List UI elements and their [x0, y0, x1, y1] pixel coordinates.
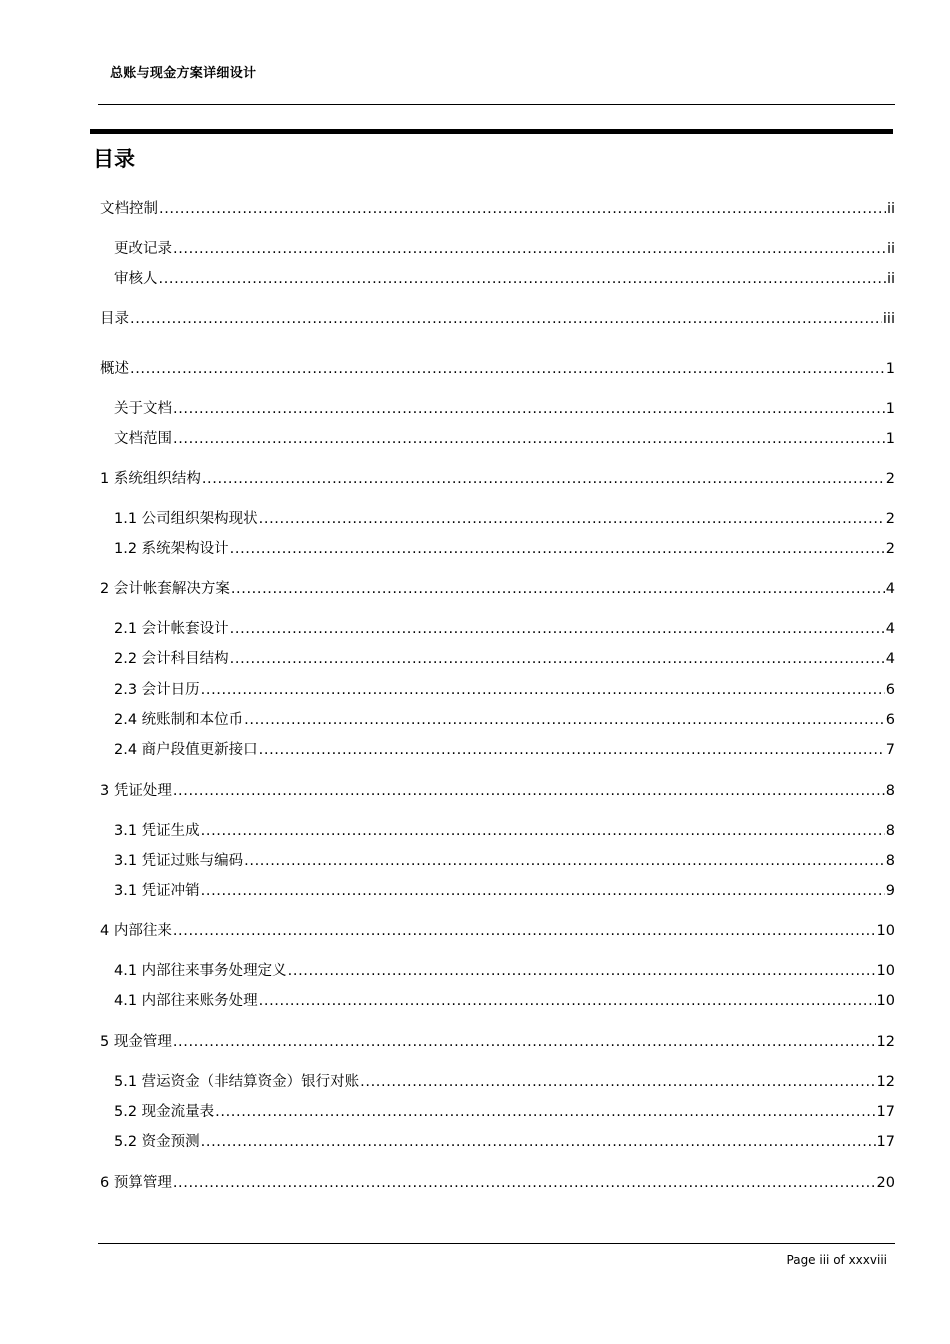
toc-entry[interactable]: [100, 1031, 895, 1053]
toc-entry[interactable]: [100, 920, 895, 942]
toc-entry[interactable]: [114, 709, 895, 731]
toc-entry[interactable]: [114, 990, 895, 1012]
toc-entry[interactable]: [114, 538, 895, 560]
toc-entry[interactable]: [114, 739, 895, 761]
toc-entry-label: 1.2 系统架构设计: [114, 541, 229, 557]
toc-entry[interactable]: [100, 578, 895, 600]
toc-entry-label: 1.1 公司组织架构现状: [114, 511, 258, 527]
toc-entry[interactable]: [100, 780, 895, 802]
toc-entry-page: iii: [882, 311, 895, 327]
toc-dot-leader: [173, 428, 885, 450]
toc-entry-label: 6 预算管理: [100, 1175, 172, 1191]
toc-dot-leader: [173, 780, 885, 802]
toc-entry-page: 4: [885, 651, 895, 667]
toc-dot-leader: [159, 268, 886, 290]
running-header-title: 总账与现金方案详细设计: [110, 66, 257, 81]
toc-entry-label: 更改记录: [114, 241, 172, 257]
toc-dot-leader: [173, 920, 876, 942]
toc-entry-label: 2.3 会计日历: [114, 682, 200, 698]
toc-entry[interactable]: [100, 198, 895, 220]
toc-dot-leader: [244, 850, 885, 872]
toc-entry[interactable]: [114, 428, 895, 450]
toc-entry-page: 1: [885, 431, 895, 447]
toc-entry-label: 审核人: [114, 271, 158, 287]
toc-entry[interactable]: [114, 880, 895, 902]
toc-entry[interactable]: [114, 820, 895, 842]
toc-entry-label: 1 系统组织结构: [100, 471, 201, 487]
toc-entry-page: 17: [876, 1134, 895, 1150]
toc-dot-leader: [173, 1172, 876, 1194]
toc-dot-leader: [230, 618, 885, 640]
toc-entry-page: ii: [886, 241, 895, 257]
toc-entry-label: 5 现金管理: [100, 1034, 172, 1050]
header-divider: [98, 104, 895, 105]
footer-divider: [98, 1243, 895, 1244]
page-title: 目录: [93, 147, 135, 171]
toc-entry[interactable]: [114, 238, 895, 260]
toc-entry[interactable]: [100, 468, 895, 490]
toc-dot-leader: [173, 238, 886, 260]
toc-entry-page: 8: [885, 783, 895, 799]
toc-entry[interactable]: [114, 398, 895, 420]
toc-entry-page: 4: [885, 621, 895, 637]
toc-entry-page: 8: [885, 823, 895, 839]
toc-entry-page: 8: [885, 853, 895, 869]
toc-entry-page: 12: [876, 1034, 895, 1050]
toc-entry[interactable]: [100, 308, 895, 330]
toc-entry-label: 4 内部往来: [100, 923, 172, 939]
toc-dot-leader: [202, 468, 885, 490]
toc-dot-leader: [201, 679, 885, 701]
toc-entry[interactable]: [114, 960, 895, 982]
toc-entry-page: 1: [885, 361, 895, 377]
toc-dot-leader: [244, 709, 885, 731]
toc-entry[interactable]: [100, 358, 895, 380]
toc-entry-label: 3.1 凭证生成: [114, 823, 200, 839]
toc-dot-leader: [201, 820, 885, 842]
toc-entry-page: 6: [885, 712, 895, 728]
toc-dot-leader: [130, 358, 885, 380]
toc-dot-leader: [159, 198, 886, 220]
toc-entry-label: 2.2 会计科目结构: [114, 651, 229, 667]
toc-dot-leader: [201, 880, 885, 902]
toc-entry-label: 3.1 凭证冲销: [114, 883, 200, 899]
toc-entry-page: 20: [876, 1175, 895, 1191]
toc-entry[interactable]: [114, 618, 895, 640]
toc-entry-page: 10: [876, 993, 895, 1009]
toc-entry-label: 目录: [100, 311, 129, 327]
toc-entry-label: 5.1 营运资金（非结算资金）银行对账: [114, 1074, 360, 1090]
toc-dot-leader: [215, 1101, 875, 1123]
toc-entry-label: 5.2 现金流量表: [114, 1104, 215, 1120]
toc-entry-label: 3 凭证处理: [100, 783, 172, 799]
toc-entry[interactable]: [114, 1101, 895, 1123]
toc-entry-page: 2: [885, 511, 895, 527]
toc-dot-leader: [259, 990, 876, 1012]
toc-entry-label: 4.1 内部往来账务处理: [114, 993, 258, 1009]
toc-dot-leader: [201, 1131, 876, 1153]
toc-entry[interactable]: [114, 648, 895, 670]
heading-bar: [90, 129, 893, 134]
toc-entry-label: 5.2 资金预测: [114, 1134, 200, 1150]
toc-entry-label: 文档范围: [114, 431, 172, 447]
toc-dot-leader: [360, 1071, 875, 1093]
toc-entry-page: 1: [885, 401, 895, 417]
toc-entry-page: 2: [885, 541, 895, 557]
toc-entry[interactable]: [114, 1131, 895, 1153]
toc-entry-page: 10: [876, 963, 895, 979]
toc-entry-label: 2.4 商户段值更新接口: [114, 742, 258, 758]
toc-entry-page: 7: [885, 742, 895, 758]
toc-entry-label: 关于文档: [114, 401, 172, 417]
toc-entry[interactable]: [114, 508, 895, 530]
toc-dot-leader: [288, 960, 876, 982]
toc-dot-leader: [259, 739, 885, 761]
toc-entry[interactable]: [114, 679, 895, 701]
toc-entry-page: ii: [886, 271, 895, 287]
toc-entry-label: 2.1 会计帐套设计: [114, 621, 229, 637]
toc-entry[interactable]: [114, 268, 895, 290]
toc-entry[interactable]: [114, 1071, 895, 1093]
toc-dot-leader: [230, 538, 885, 560]
toc-dot-leader: [173, 1031, 876, 1053]
toc-dot-leader: [130, 308, 882, 330]
toc-entry[interactable]: [100, 1172, 895, 1194]
toc-entry-page: 2: [885, 471, 895, 487]
toc-entry-page: 9: [885, 883, 895, 899]
toc-entry-page: 4: [885, 581, 895, 597]
toc-entry-label: 3.1 凭证过账与编码: [114, 853, 244, 869]
toc-dot-leader: [230, 648, 885, 670]
toc-entry-page: 12: [876, 1074, 895, 1090]
toc-entry-page: 10: [876, 923, 895, 939]
toc-entry-label: 2 会计帐套解决方案: [100, 581, 230, 597]
toc-dot-leader: [259, 508, 885, 530]
toc-dot-leader: [173, 398, 885, 420]
toc-dot-leader: [231, 578, 885, 600]
toc-entry-label: 概述: [100, 361, 129, 377]
toc-entry-label: 文档控制: [100, 201, 158, 217]
toc-entry-page: 6: [885, 682, 895, 698]
toc-entry-page: 17: [876, 1104, 895, 1120]
footer-page-number: Page iii of xxxviii: [786, 1253, 887, 1267]
toc-entry-label: 2.4 统账制和本位币: [114, 712, 244, 728]
toc-entry[interactable]: [114, 850, 895, 872]
toc-entry-page: ii: [886, 201, 895, 217]
toc-entry-label: 4.1 内部往来事务处理定义: [114, 963, 287, 979]
